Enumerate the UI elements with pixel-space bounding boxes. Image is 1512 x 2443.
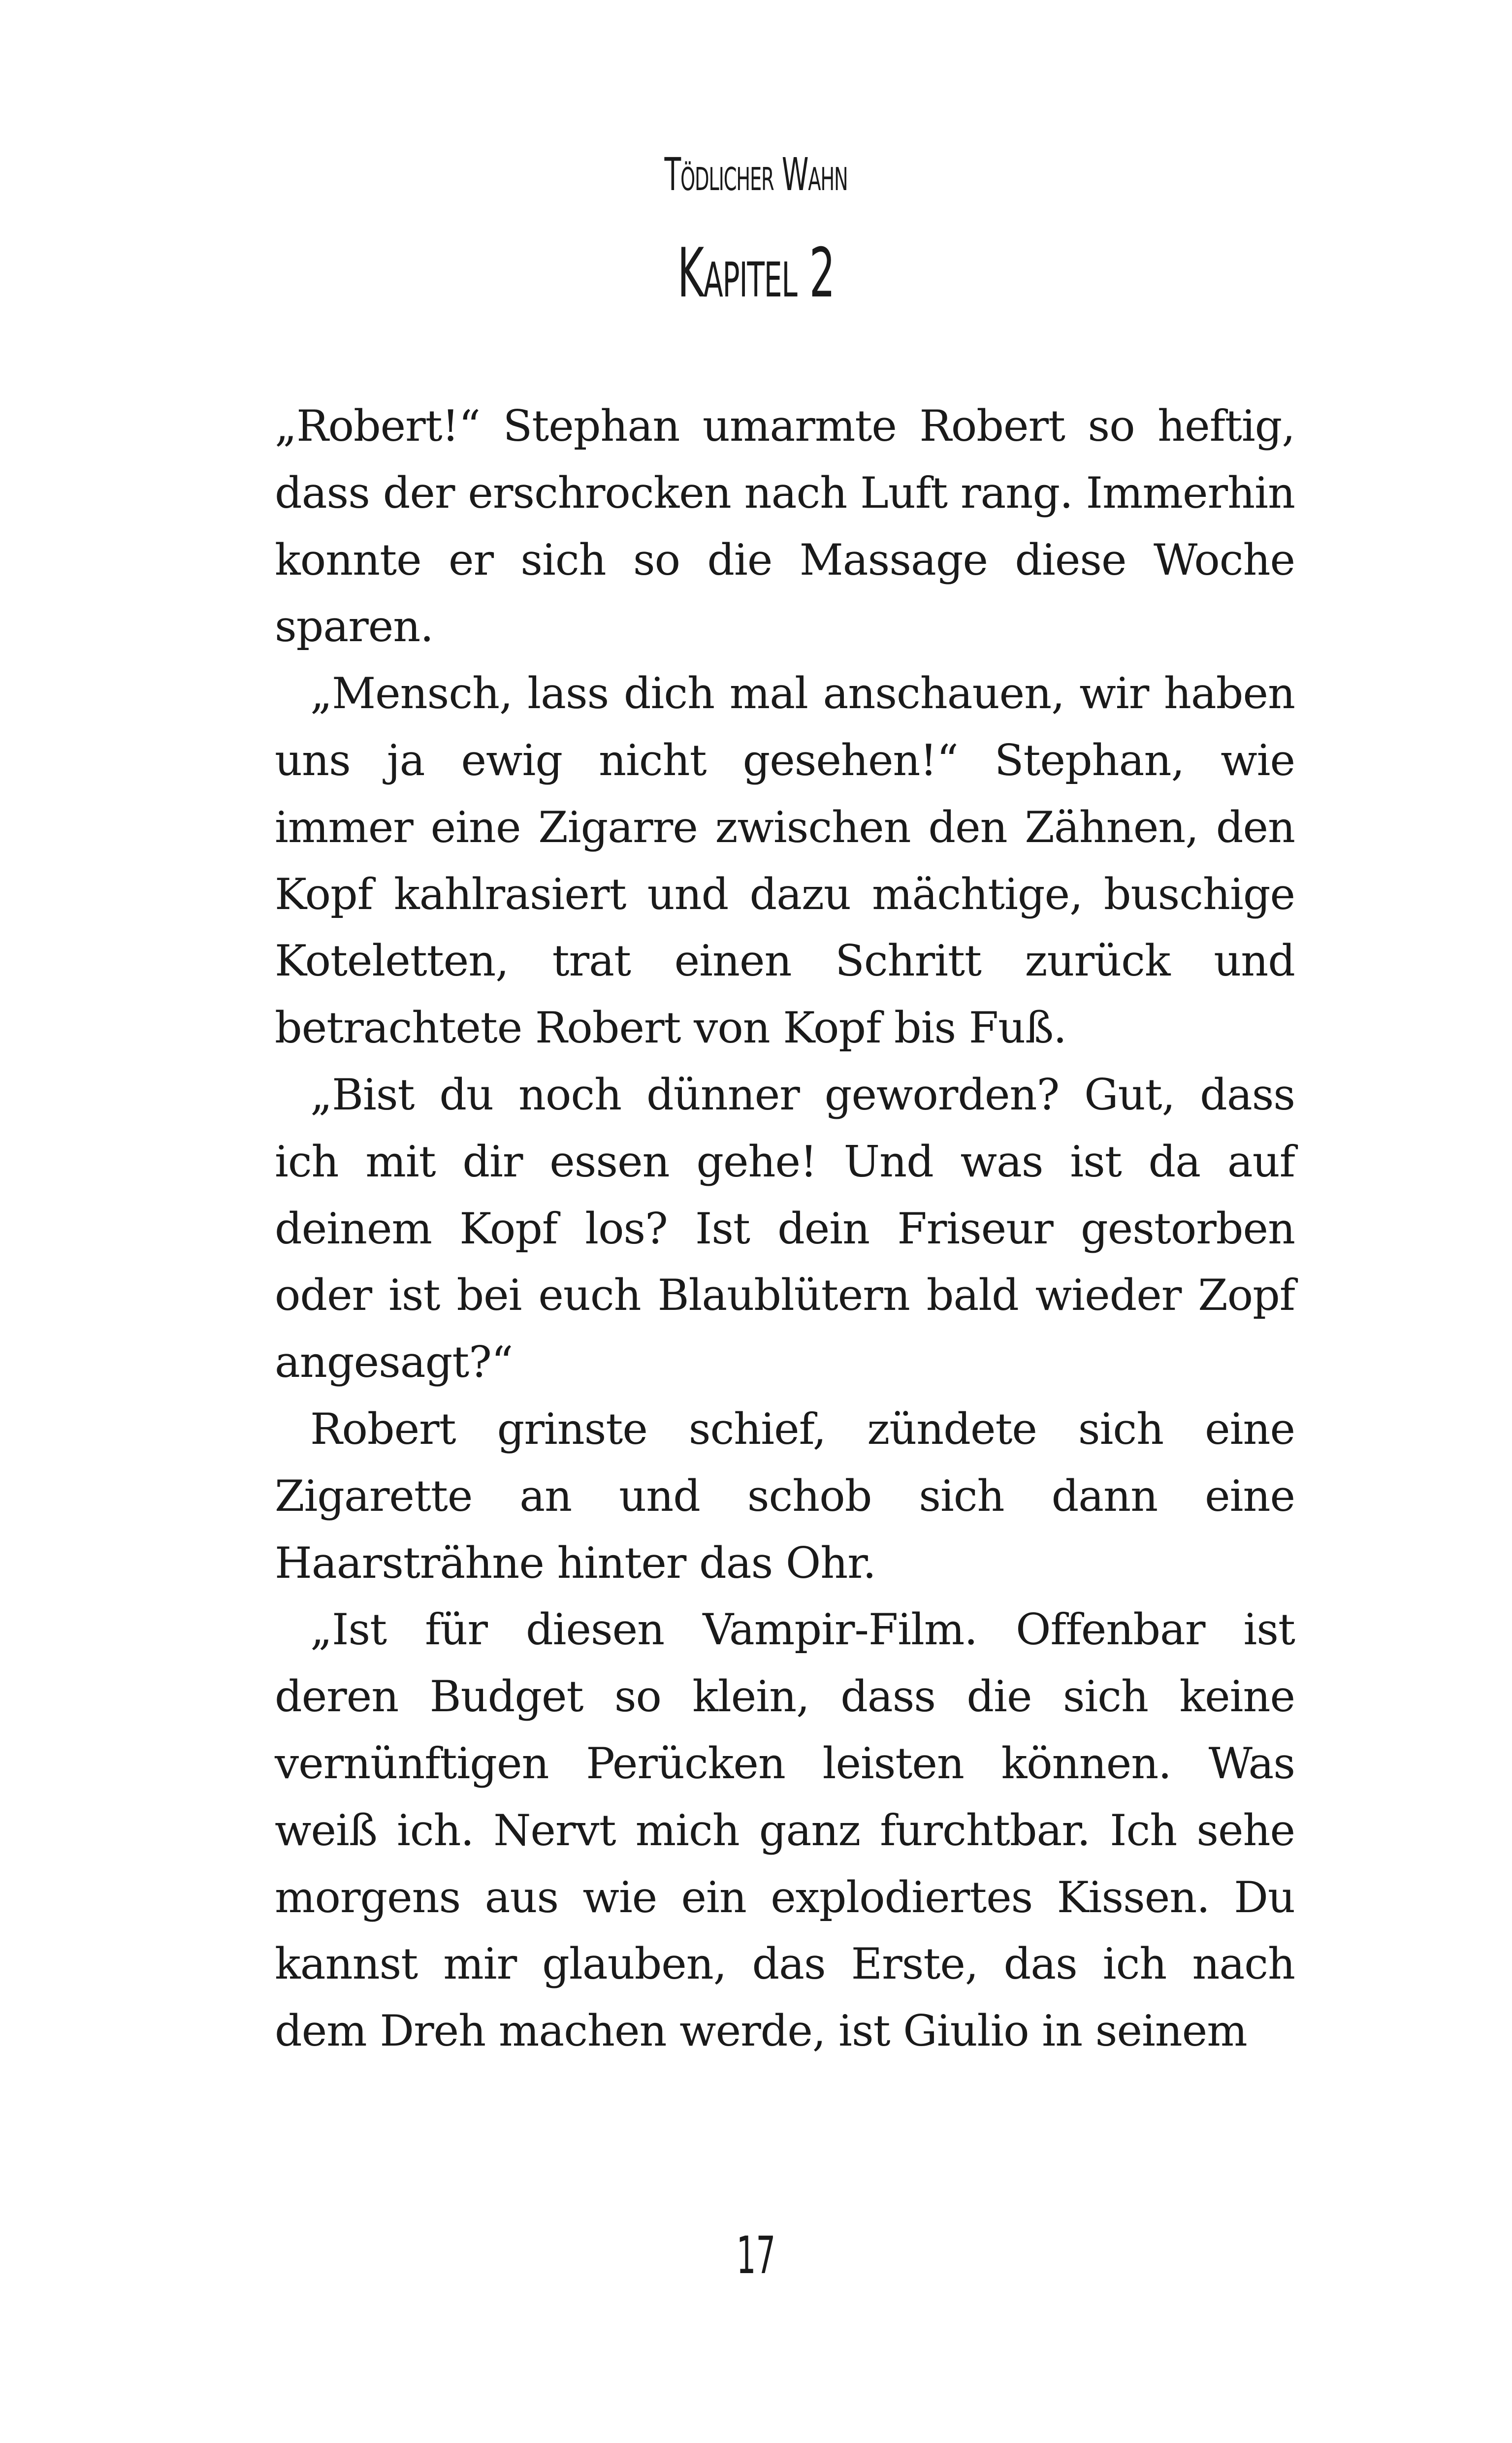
paragraph: „Robert!“ Stephan umarmte Robert so heftig, dass der erschrocken nach Luft rang. Immerhin konnte er sich so die Massage diese Woche sparen.	[275, 401, 1295, 652]
paragraph: „Ist für diesen Vampir-Film. Offenbar ist deren Budget so klein, dass die sich keine vernünftigen Perücken leisten können. Was weiß ich. Nervt mich ganz furchtbar. Ich sehe morgens aus wie ein explodiertes Kissen. Du kannst mir glauben, das Erste, das ich nach dem Dreh machen werde, ist Giulio in seinem	[275, 1604, 1295, 2056]
page-number: 17	[736, 2225, 776, 2285]
paragraph: Robert grinste schief, zündete sich eine Zigarette an und schob sich dann eine Haarsträhne hinter das Ohr.	[275, 1403, 1295, 1588]
chapter-title: Kapitel 2	[677, 233, 835, 313]
body-text	[275, 393, 1295, 2065]
paragraph: „Bist du noch dünner geworden? Gut, dass ich mit dir essen gehe! Und was ist da auf deinem Kopf los? Ist dein Friseur gestorben oder ist bei euch Blaublütern bald wieder Zopf angesagt?“	[275, 1069, 1295, 1388]
paragraph: „Mensch, lass dich mal anschauen, wir haben uns ja ewig nicht gesehen!“ Stephan, wie immer eine Zigarre zwischen den Zähnen, den Kopf kahlrasiert und dazu mächtige, buschige Koteletten, trat einen Schritt zurück und betrachtete Robert von Kopf bis Fuß.	[275, 668, 1295, 1053]
running-title: Tödlicher Wahn	[664, 148, 848, 201]
